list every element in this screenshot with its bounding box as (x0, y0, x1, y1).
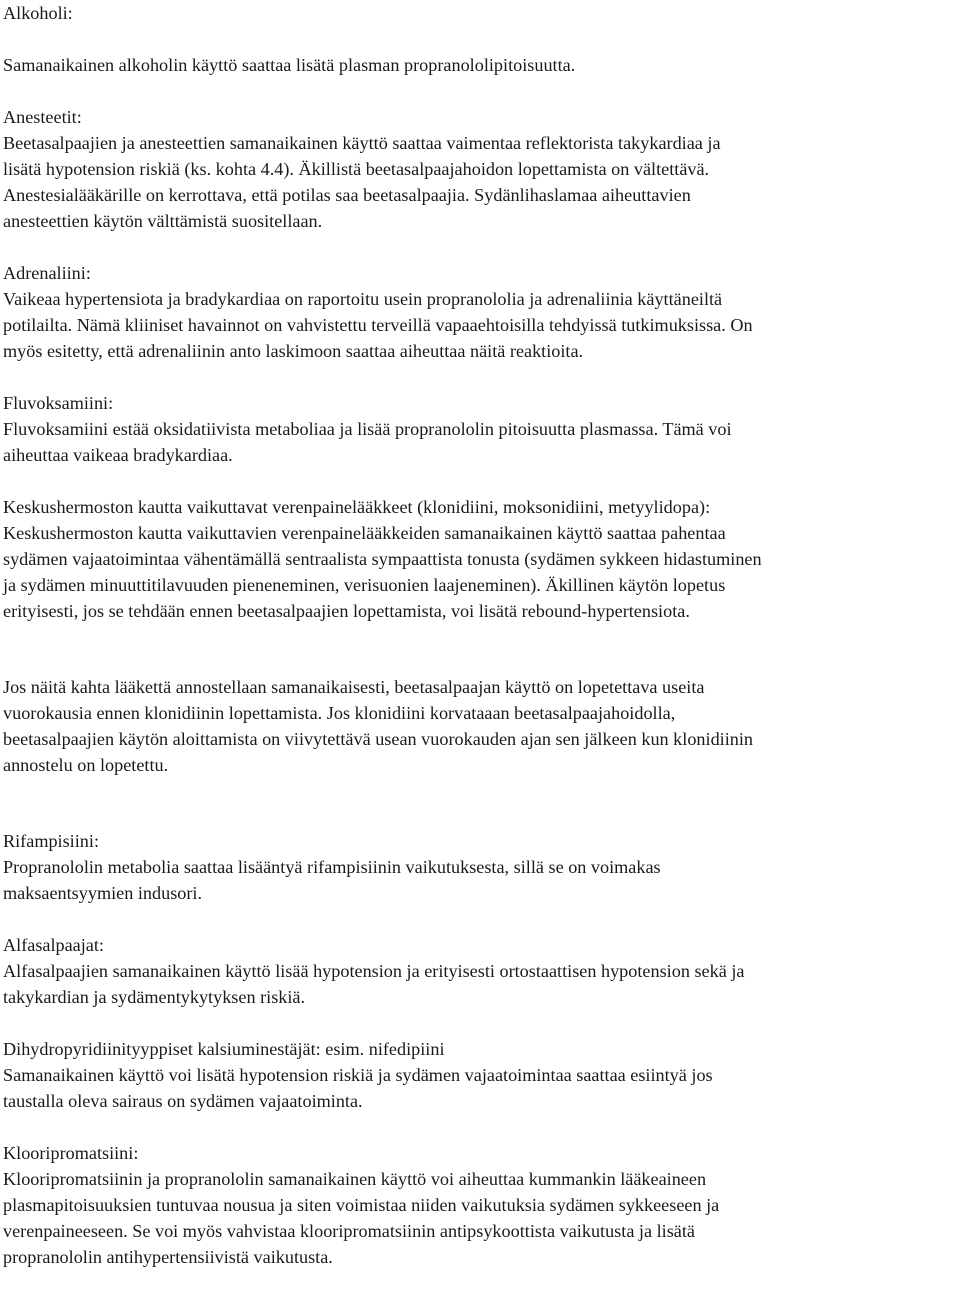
paragraph-line: erityisesti, jos se tehdään ennen beetasalpaajien lopettamista, voi lisätä rebound-hypertensiota. (3, 601, 690, 621)
paragraph-line: takykardian ja sydämentykytyksen riskiä. (3, 987, 306, 1007)
document-page (3, 0, 958, 1270)
paragraph-line: Klooripromatsiinin ja propranololin samanaikainen käyttö voi aiheuttaa kummankin lääkeaineen (3, 1169, 707, 1189)
paragraph-line: taustalla oleva sairaus on sydämen vajaatoiminta. (3, 1091, 363, 1111)
section-klooripromatsiini (3, 1140, 958, 1270)
paragraph-line: beetasalpaajien käytön aloittamista on viivytettävä usean vuorokauden ajan sen jälkeen kun klonidiinin (3, 729, 754, 749)
paragraph-line: vuorokausia ennen klonidiinin lopettamista. Jos klonidiini korvataaan beetasalpaajahoidolla, (3, 703, 676, 723)
section-heading: Adrenaliini: (3, 263, 91, 283)
section-heading: Anesteetit: (3, 107, 82, 127)
section-alkoholi (3, 0, 958, 78)
paragraph-line: potilailta. Nämä kliiniset havainnot on vahvistettu terveillä vapaaehtoisilla tehdyissä tutkimuksissa. On (3, 315, 753, 335)
section-heading: Keskushermoston kautta vaikuttavat verenpainelääkkeet (klonidiini, moksonidiini, metyylidopa): (3, 497, 711, 517)
paragraph-line: ja sydämen minuuttitilavuuden pieneneminen, verisuonien laajeneminen). Äkillinen käytön lopetus (3, 575, 726, 595)
paragraph-line: verenpaineeseen. Se voi myös vahvistaa klooripromatsiinin antipsykoottista vaikutusta ja lisätä (3, 1221, 695, 1241)
section-heading: Alfasalpaajat: (3, 935, 104, 955)
paragraph-line: maksaentsyymien indusori. (3, 883, 203, 903)
paragraph-line: plasmapitoisuuksien tuntuvaa nousua ja siten voimistaa niiden vaikutuksia sydämen sykkeeseen ja (3, 1195, 720, 1215)
paragraph-line: Keskushermoston kautta vaikuttavien verenpainelääkkeiden samanaikainen käyttö saattaa pahentaa (3, 523, 726, 543)
section-anesteetit (3, 104, 958, 234)
paragraph-line: Jos näitä kahta lääkettä annostellaan samanaikaisesti, beetasalpaajan käyttö on lopetettava useita (3, 677, 705, 697)
section-fluvoksamiini (3, 390, 958, 468)
paragraph-line: aiheuttaa vaikeaa bradykardiaa. (3, 445, 233, 465)
section-heading: Rifampisiini: (3, 831, 99, 851)
paragraph-line: Samanaikainen alkoholin käyttö saattaa lisätä plasman propranololipitoisuutta. (3, 55, 576, 75)
paragraph-line: Vaikeaa hypertensiota ja bradykardiaa on raportoitu usein propranololia ja adrenaliinia käyttäneiltä (3, 289, 723, 309)
section-adrenaliini (3, 260, 958, 364)
paragraph-line: Propranololin metabolia saattaa lisääntyä rifampisiinin vaikutuksesta, sillä se on voimakas (3, 857, 661, 877)
paragraph-line: Alfasalpaajien samanaikainen käyttö lisää hypotension ja erityisesti ortostaattisen hypotension sekä ja (3, 961, 745, 981)
section-heading: Dihydropyridiinityyppiset kalsiuminestäjät: esim. nifedipiini (3, 1039, 445, 1059)
section-heading: Fluvoksamiini: (3, 393, 114, 413)
section-klonidiini-lopetus (3, 674, 958, 778)
paragraph-line: propranololin antihypertensiivistä vaikutusta. (3, 1247, 333, 1267)
paragraph-line: myös esitetty, että adrenaliinin anto laskimoon saattaa aiheuttaa näitä reaktioita. (3, 341, 584, 361)
section-keskushermosto (3, 494, 958, 624)
paragraph-line: Fluvoksamiini estää oksidatiivista metaboliaa ja lisää propranololin pitoisuutta plasmassa. Tämä voi (3, 419, 732, 439)
section-rifampisiini (3, 828, 958, 906)
paragraph-line: anesteettien käytön välttämistä suositellaan. (3, 211, 323, 231)
paragraph-line: lisätä hypotension riskiä (ks. kohta 4.4). Äkillistä beetasalpaajahoidon lopettamista on vältettävä. (3, 159, 710, 179)
paragraph-line: Samanaikainen käyttö voi lisätä hypotension riskiä ja sydämen vajaatoimintaa saattaa esiintyä jos (3, 1065, 713, 1085)
section-alfasalpaajat (3, 932, 958, 1010)
paragraph-line: Anestesialääkärille on kerrottava, että potilas saa beetasalpaajia. Sydänlihaslamaa aiheuttavien (3, 185, 691, 205)
section-heading: Alkoholi: (3, 3, 73, 23)
section-heading: Klooripromatsiini: (3, 1143, 139, 1163)
paragraph-line: annostelu on lopetettu. (3, 755, 169, 775)
paragraph-line: sydämen vajaatoimintaa vähentämällä sentraalista sympaattista tonusta (sydämen sykkeen hidastuminen (3, 549, 762, 569)
paragraph-line: Beetasalpaajien ja anesteettien samanaikainen käyttö saattaa vaimentaa reflektorista takykardiaa ja (3, 133, 721, 153)
section-dihydropyridiini (3, 1036, 958, 1114)
